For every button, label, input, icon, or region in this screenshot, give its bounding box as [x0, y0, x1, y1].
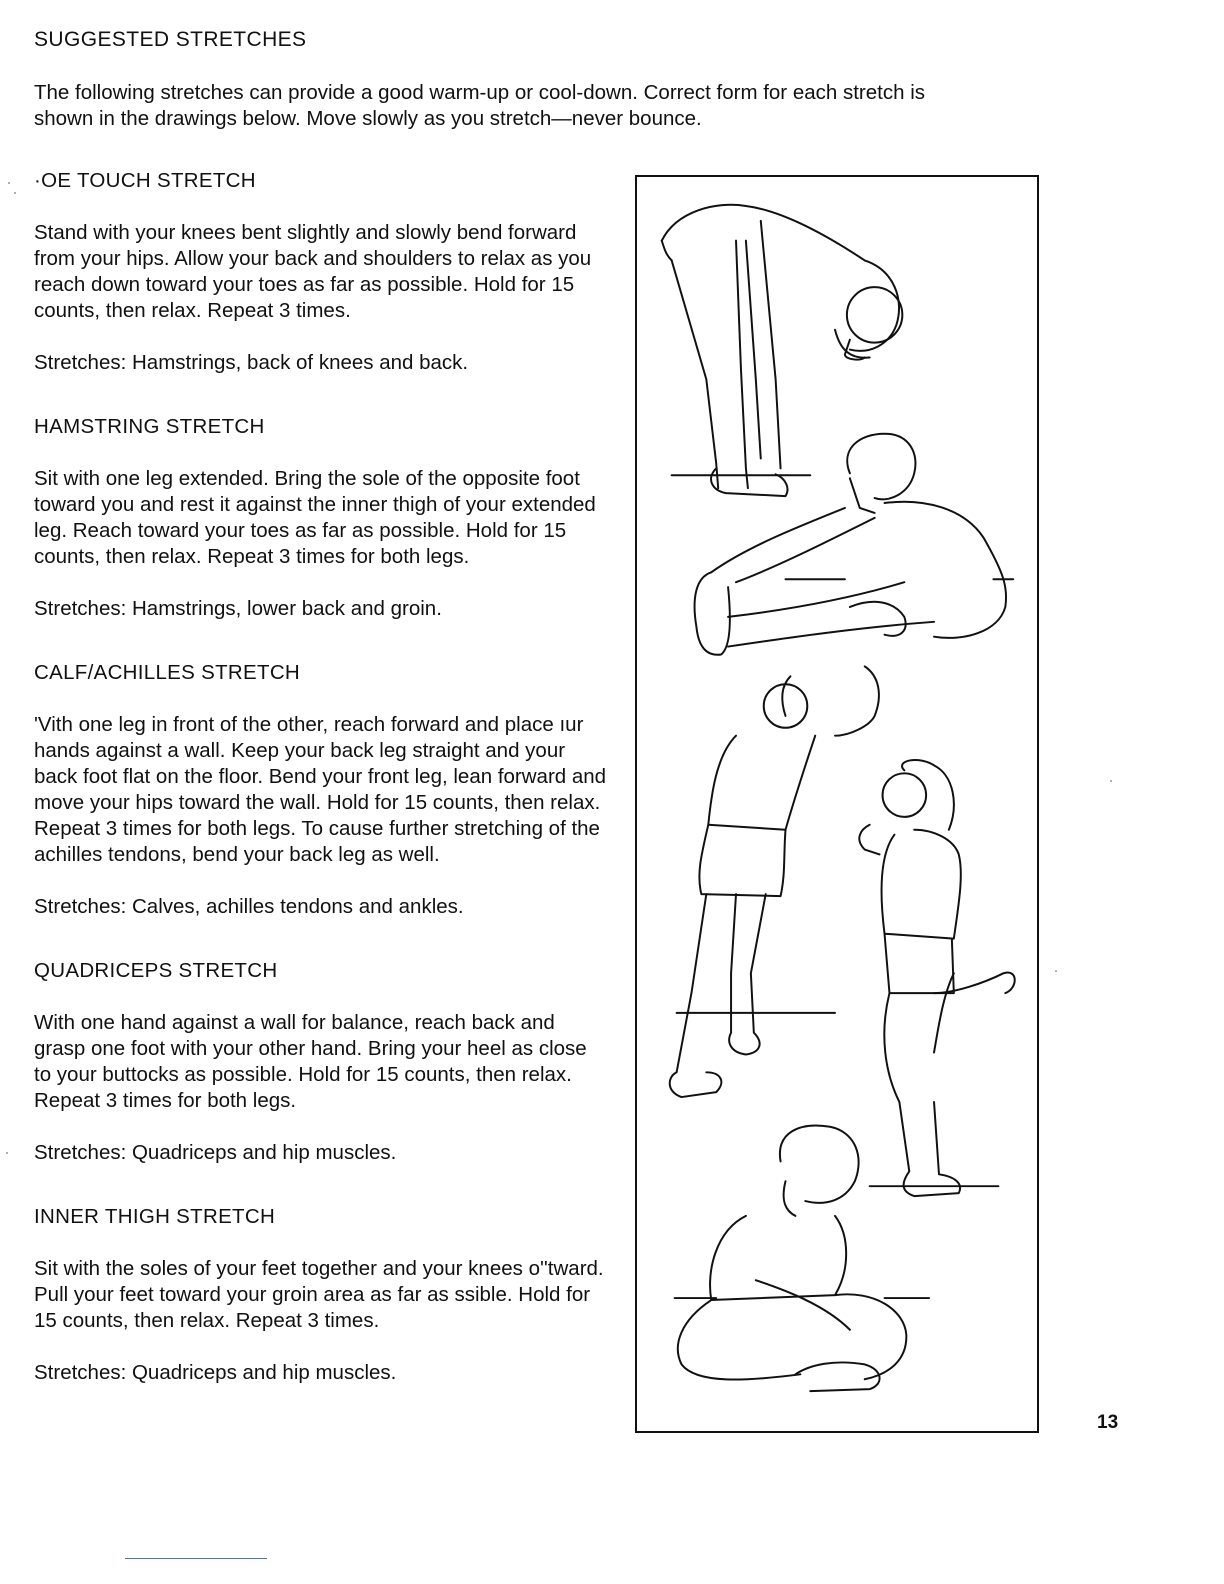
- toe-touch-figure-illustration: [662, 205, 903, 496]
- section-heading: HAMSTRING STRETCH: [34, 415, 265, 438]
- calf-achilles-figure-illustration: [670, 666, 879, 1097]
- section-body: Sit with one leg extended. Bring the sole of the opposite foot toward you and rest it against the inner thigh of your extended leg. Reach toward your toes as far as possible. Hold for 15 counts, then relax. Repeat 3 times for both legs.: [34, 467, 596, 568]
- section-body: With one hand against a wall for balance, reach back and grasp one foot with your other hand. Bring your heel as close to your buttocks as possible. Hold for 15 counts, then relax. Repeat 3 times for both legs.: [34, 1011, 587, 1112]
- section-body: Stand with your knees bent slightly and slowly bend forward from your hips. Allow your back and shoulders to relax as you reach down toward your toes as far as possible. Hold for 15 counts, then relax. Repeat 3 times.: [34, 221, 592, 322]
- scan-speck: [1055, 970, 1057, 972]
- section-body: Sit with the soles of your feet together and your knees o''tward. Pull your feet toward your groin area as far as ssible. Hold for 15 counts, then relax. Repeat 3 times.: [34, 1257, 604, 1332]
- section-quadriceps-stretch: [34, 958, 609, 1166]
- intro-paragraph: [34, 80, 1014, 132]
- section-stretches: Stretches: Hamstrings, back of knees and back.: [34, 351, 469, 374]
- scan-speck: [8, 182, 10, 184]
- scan-speck: [14, 192, 16, 194]
- stretch-illustrations-frame: [635, 175, 1039, 1433]
- section-heading: ·OE TOUCH STRETCH: [34, 169, 256, 192]
- section-heading: QUADRICEPS STRETCH: [34, 959, 278, 982]
- section-calf-achilles-stretch: [34, 660, 609, 920]
- page-title: SUGGESTED STRETCHES: [34, 28, 307, 51]
- scan-speck: [1110, 780, 1112, 782]
- intro-line: The following stretches can provide a good warm-up or cool-down. Correct form for each stretch is: [34, 81, 925, 104]
- scan-speck: [6, 1152, 8, 1154]
- page-number: 13: [1097, 1412, 1119, 1433]
- section-stretches: Stretches: Quadriceps and hip muscles.: [34, 1361, 397, 1384]
- section-stretches: Stretches: Calves, achilles tendons and ankles.: [34, 895, 464, 918]
- inner-thigh-figure-illustration: [675, 1126, 929, 1392]
- hamstring-stretch-figure-illustration: [695, 434, 1014, 655]
- section-body: 'Vith one leg in front of the other, reach forward and place ıur hands against a wall. Keep your back leg straight and your back foot flat on the floor. Bend your front leg, lean forward and move your hips toward the wall. Hold for 15 counts, then relax. Repeat 3 times for both legs. To cause further stretching of the achilles tendons, bend your back leg as well.: [34, 713, 607, 866]
- section-heading: CALF/ACHILLES STRETCH: [34, 661, 301, 684]
- intro-line: shown in the drawings below. Move slowly as you stretch—never bounce.: [34, 107, 702, 130]
- footer-rule: [125, 1558, 267, 1559]
- section-toe-touch-stretch: [34, 168, 609, 376]
- quadriceps-figure-illustration: [859, 760, 1014, 1196]
- section-heading: INNER THIGH STRETCH: [34, 1205, 276, 1228]
- stretch-instructions-column: [34, 168, 609, 1386]
- section-hamstring-stretch: [34, 414, 609, 622]
- section-stretches: Stretches: Hamstrings, lower back and groin.: [34, 597, 442, 620]
- section-stretches: Stretches: Quadriceps and hip muscles.: [34, 1141, 397, 1164]
- section-inner-thigh-stretch: [34, 1204, 609, 1386]
